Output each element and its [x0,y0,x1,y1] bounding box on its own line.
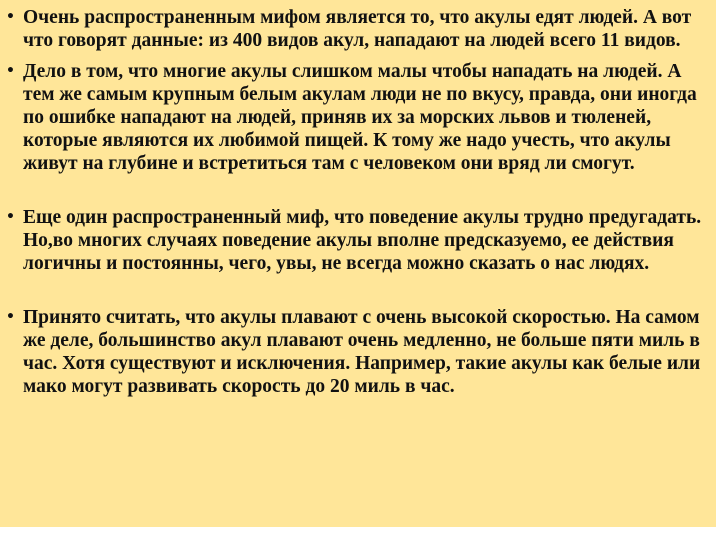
bullet-item [0,6,716,52]
bullet-dot-icon: • [6,63,15,79]
bullet-text: Принято считать, что акулы плавают с очень высокой скоростью. На самом же деле, большинство акул плавают очень медленно, не больше пяти миль в час. Хотя существуют и исключения. Например, такие акулы как белые или мако могут развивать скорость до 20 миль в час. [23,307,701,397]
bullet-item [0,206,716,275]
bullet-text: Еще один распространенный миф, что поведение акулы трудно предугадать. Но,во многих случаях поведение акулы вполне предсказуемо, ее действия логичны и постоянны, чего, увы, не всегда можно сказать о нас людях. [23,207,702,274]
bullet-text: Очень распространенным мифом является то, что акулы едят людей. А вот что говорят данные: из 400 видов акул, нападают на людей всего 11 видов. [23,7,692,51]
bullet-item [0,306,716,398]
bullet-item [0,60,716,175]
bullet-dot-icon: • [6,209,15,225]
bullet-text: Дело в том, что многие акулы слишком малы чтобы нападать на людей. А тем же самым крупным белым акулам люди не по вкусу, правда, они иногда по ошибке нападают на людей, приняв их за морских львов и тюленей, которые являются их любимой пищей. К тому же надо учесть, что акулы живут на глубине и встретиться там с человеком они вряд ли смогут. [23,61,697,174]
bullet-list [0,6,716,398]
bullet-dot-icon: • [6,309,15,325]
bullet-dot-icon: • [6,9,15,25]
